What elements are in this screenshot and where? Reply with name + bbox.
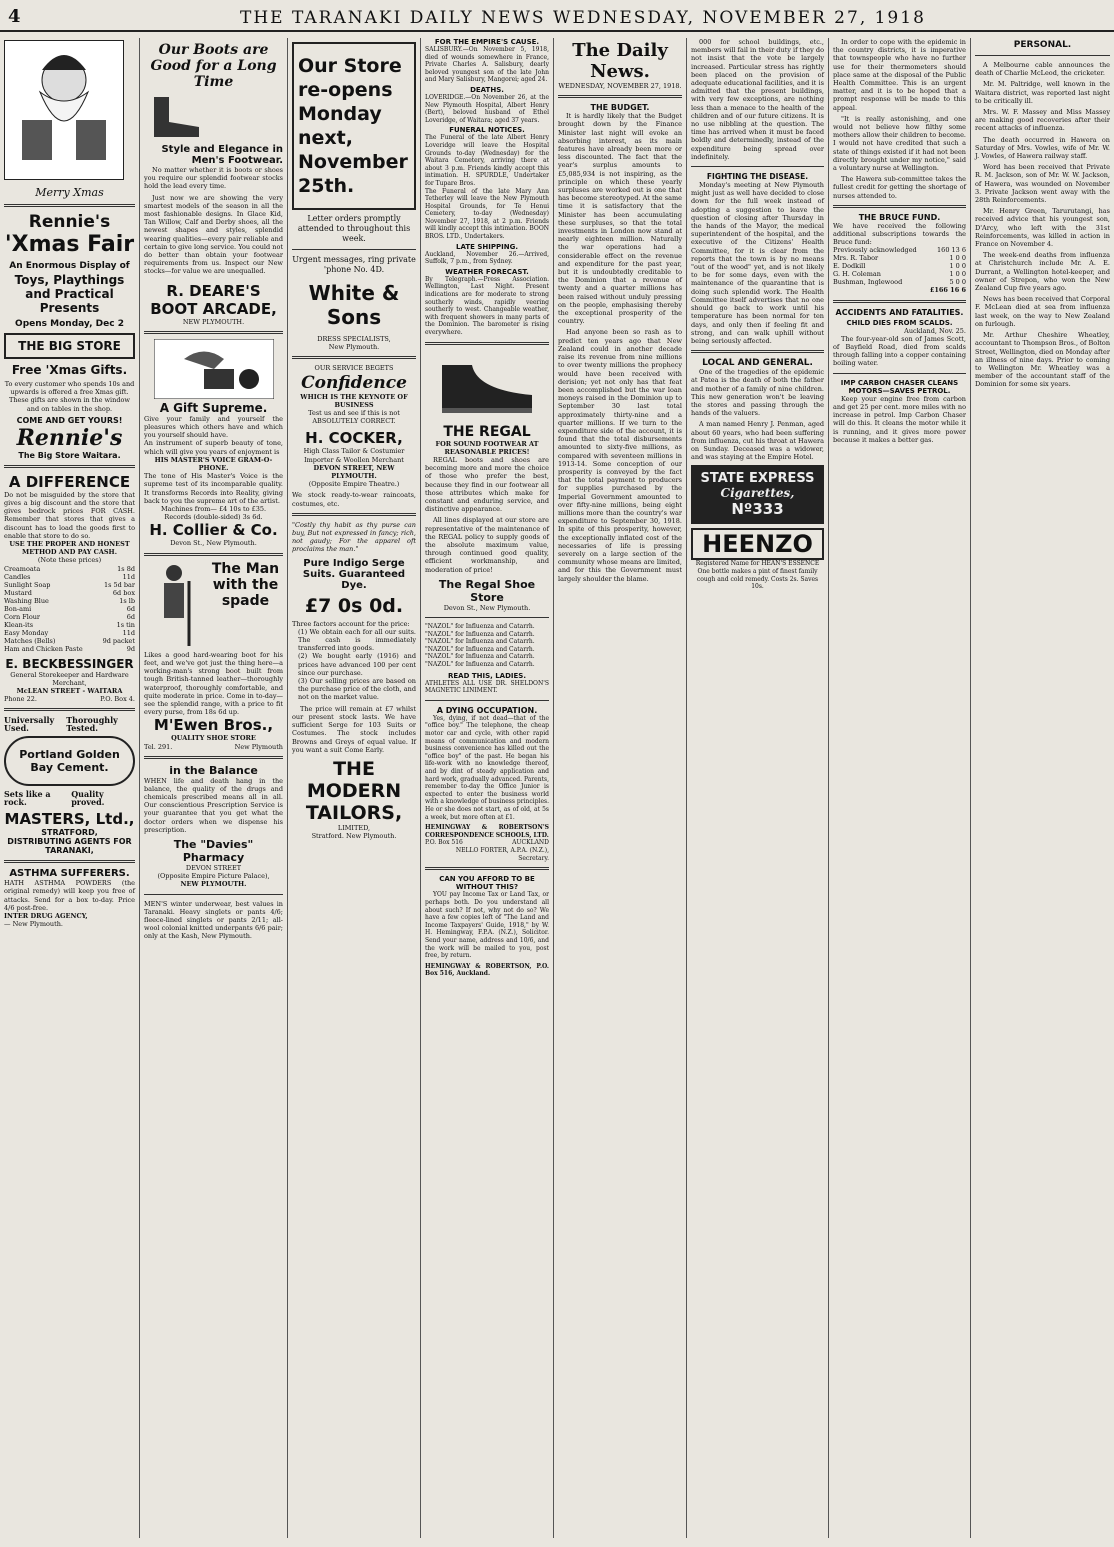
bruce-text: We have received the following additional subscriptions towards the Bruce fund: xyxy=(833,221,966,247)
tax-addr: HEMINGWAY & ROBERTSON, P.O. Box 516, Auckland. xyxy=(425,962,549,978)
bruce-name: E. Dodkill xyxy=(833,262,866,271)
keynote: WHICH IS THE KEYNOTE OF BUSINESS xyxy=(300,392,408,409)
modern-addr: Stratford. New Plymouth. xyxy=(311,832,397,841)
factors: Three factors account for the price: xyxy=(292,619,410,628)
bruce-name: Previously acknowledged xyxy=(833,246,917,255)
big-store-waitara: The Big Store Waitara. xyxy=(18,450,121,460)
price-remain: The price will remain at £7 whilst our present stock lasts. We have sufficient Serge for 103 Suits or Costumes. The stock includes Browns and Greys of equal value. If you want a suit Come Early. xyxy=(292,704,416,754)
state-express: STATE EXPRESS xyxy=(700,471,815,487)
personal-6: Mr. Henry Green, Tarurutangi, has received advice that his youngest son, D'Arcy, who left with the 31st Reinforcements, was killed in action in France on November 4. xyxy=(975,207,1110,249)
price-row xyxy=(4,565,135,573)
shoe-illustration xyxy=(432,350,542,420)
collier: H. Collier & Co. xyxy=(149,521,278,540)
letter-orders: Letter orders promptly attended to throughout this week. xyxy=(297,214,411,243)
col7-text-3: The Hawera sub-committee takes the fullest credit for getting the shortage of nurses attended to. xyxy=(833,175,966,200)
nazol-line: "NAZOL" for Influenza and Catarrh. xyxy=(425,638,535,646)
column-6 xyxy=(687,38,829,1538)
personal-7: The week-end deaths from influenza at Christchurch include Mr. A. E. Durrant, a Wellington hotel-keeper, and owner of Strepon, who won the New Zealand Cup five years ago. xyxy=(975,251,1110,293)
fighting-disease: FIGHTING THE DISEASE. xyxy=(706,172,809,182)
price-row xyxy=(4,589,135,597)
beck-addr: McLEAN STREET - WAITARA xyxy=(16,687,123,696)
quality-left: Sets like a rock. xyxy=(4,789,51,808)
deare-addr: NEW PLYMOUTH. xyxy=(182,317,245,326)
test-us: Test us and see if this is not ABSOLUTELY CORRECT. xyxy=(308,409,400,426)
price-item: Klean-its xyxy=(4,620,34,629)
white-addr: New Plymouth. xyxy=(328,343,380,352)
collier-addr: Devon St., New Plymouth. xyxy=(170,539,257,548)
price-row xyxy=(4,605,135,613)
mewen-addr: New Plymouth xyxy=(234,742,283,751)
confidence: Confidence xyxy=(301,372,407,393)
machines-price: Machines from— £4 10s to £35. xyxy=(160,505,267,514)
price-row xyxy=(4,645,135,653)
masthead: THE TARANAKI DAILY NEWS WEDNESDAY, NOVEMBER 27, 1918 xyxy=(240,8,926,28)
num-333: Nº333 xyxy=(731,500,784,519)
free-gifts-text: To every customer who spends 10s and upwards is offered a free Xmas gift. These gifts are shown in the window and on tables in the shop. xyxy=(4,380,135,413)
gramophone-illustration xyxy=(154,339,274,399)
davies-addr: DEVON STREET xyxy=(185,863,242,872)
price-item: Ham and Chicken Paste xyxy=(4,644,83,653)
local-text-2: A man named Henry J. Penman, aged about 60 years, who had been suffering from influenza, cut his throat at Hawera on Sunday. Deceased was a widower, and was staying at the Empire Hotel. xyxy=(691,420,824,462)
style-elegance: Style and Elegance in Men's Footwear. xyxy=(161,144,283,166)
bruce-amount: 1 0 0 xyxy=(949,270,966,279)
rennies-logo: Rennie's xyxy=(16,424,123,451)
mewen-bros: M'Ewen Bros., xyxy=(153,716,274,735)
funeral-notices: FUNERAL NOTICES. xyxy=(449,126,525,135)
balance-title: in the Balance xyxy=(169,763,258,777)
modern-tailors: THE MODERN TAILORS, xyxy=(305,757,403,824)
shipping-text: Auckland, November 26.—Arrived, Suffolk, 7 p.m., from Sydney. xyxy=(425,250,549,266)
white-sub: DRESS SPECIALISTS, xyxy=(317,335,391,343)
bruce-name: G. H. Coleman xyxy=(833,270,881,279)
column-8 xyxy=(971,38,1114,1538)
boot-icon xyxy=(144,92,204,142)
davies-city: NEW PLYMOUTH. xyxy=(180,880,247,889)
free-gifts: Free 'Xmas Gifts. xyxy=(11,363,128,377)
balance-text: WHEN life and death hang in the balance, the quality of the drugs and chemicals prescribed means all in all. Our conscientious Prescription Service is your guarantee that you get what the doctor orders when we dispense his prescription. xyxy=(144,776,283,834)
santa-caption: Merry Xmas xyxy=(35,186,104,199)
price-row xyxy=(4,597,135,605)
santa-illustration xyxy=(4,40,124,180)
personal-2: Mr. M. Paltridge, well known in the Waitara district, was reported last night to be critically ill. xyxy=(975,80,1110,105)
funeral-text: The Funeral of the late Albert Henry Loveridge will leave the Hospital Grounds to-day (Wednesday) for the Waitara Cemetery, arriving there at about 3 p.m. Friends kindly accept this intimation. H. SPURDLE, Undertaker for Tupare Bros. xyxy=(425,134,549,187)
column-4 xyxy=(421,38,554,1538)
hmv-text: The tone of His Master's Voice is the supreme test of its incomparable quality. It transforms Records into Reality, giving back to you the supreme art of the artist. xyxy=(144,472,283,505)
col7-text-2: "It is really astonishing, and one would not believe how filthy some mothers allow their children to become. I would not have credited that such a state of things existed if it had not been directly brought under my notice," said a voluntary nurse at Wellington. xyxy=(833,114,966,173)
price-value: 1s 5d bar xyxy=(103,580,135,589)
regal-title: THE REGAL xyxy=(443,423,531,440)
personal-3: Mrs. W. F. Massey and Miss Massey are making good recoveries after their recent attacks of influenza. xyxy=(975,108,1110,133)
price-list xyxy=(4,565,135,653)
hemingway: HEMINGWAY & ROBERTSON'S CORRESPONDENCE SCHOOLS, LTD. xyxy=(425,824,549,839)
price-item: Washing Blue xyxy=(4,596,49,605)
urgent-messages: Urgent messages, ring private 'phone No. 4D. xyxy=(292,255,416,274)
mens-underwear: MEN'S winter underwear, best values in Taranaki. Heavy singlets or pants 4/6; fleece-lined singlets or pants 2/11; all-wool colonial knitted underpants 6/6 pair; only at the Kash, New Plymouth. xyxy=(144,899,283,941)
davies-sub: (Opposite Empire Picture Palace), xyxy=(157,872,270,881)
difference-note: (Note these prices) xyxy=(37,556,102,565)
editorial-date: WEDNESDAY, NOVEMBER 27, 1918. xyxy=(558,82,682,90)
nazol-line: "NAZOL" for Influenza and Catarrh. xyxy=(425,630,535,638)
price-item: Sunlight Soap xyxy=(4,580,51,589)
beckbessinger: E. BECKBESSINGER xyxy=(5,656,134,671)
tax-title: CAN YOU AFFORD TO BE WITHOUT THIS? xyxy=(439,875,535,892)
column-5 xyxy=(554,38,687,1538)
factor-1: (1) We obtain each for all our suits. The cash is immediately transferred into goods. xyxy=(298,627,416,653)
read-ladies: READ THIS, LADIES. xyxy=(448,671,526,680)
regal-sub: FOR SOUND FOOTWEAR AT REASONABLE PRICES! xyxy=(435,439,539,456)
service-begets: OUR SERVICE BEGETS xyxy=(314,364,394,373)
personal-4: The death occurred in Hawera on Saturday of Mrs. Vowles, wife of Mr. W. J. Vowles, of Hawera railway staff. xyxy=(975,135,1110,161)
col7-text-1: In order to cope with the epidemic in the country districts, it is imperative that townspeople who have no further use for their thermometers should place same at the disposal of the Public Health Committee. This is an urgent matter, and it is to be hoped that a prompt response will be made to this appeal. xyxy=(833,38,966,112)
column-7 xyxy=(829,38,971,1538)
costly-quote: "Costly thy habit as thy purse can buy, But not expressed in fancy; rich, not gaudy; For the apparel oft proclaims the man." xyxy=(292,520,416,554)
bruce-amount: 1 0 0 xyxy=(949,254,966,263)
nello: NELLO FORTER, A.P.A. (N.Z.), Secretary. xyxy=(455,847,549,862)
column-2 xyxy=(140,38,288,1538)
price-value: 1s lb xyxy=(119,596,135,605)
weather-forecast: WEATHER FORECAST. xyxy=(445,267,529,276)
fight-text: Monday's meeting at New Plymouth might just as well have decided to close down for the full week instead of adopting a suggestion to leave the question of closing after Thursday in the hands of the Mayor, the medical superintendent of the hospital, and the executive of the Citizens' Health Committee, for it is clear from the reports that the town is by no means "out of the wood" yet, and is not likely to be for some days, even with the maintenance of the quarantine that is doing such splendid work. The Health Committee itself advertises that no one should go back to work until his temperature has been normal for ten days, and only then if feeling fit and strong, and can walk uphill without being seriously affected. xyxy=(691,181,824,345)
davies-pharmacy: The "Davies" Pharmacy xyxy=(173,837,254,864)
difference-title: A DIFFERENCE xyxy=(8,472,131,491)
nazol-line: "NAZOL" for Influenza and Catarrh. xyxy=(425,661,535,669)
price-item: Mustard xyxy=(4,588,32,597)
hem-box: P.O. Box 516 xyxy=(425,839,463,847)
factor-3: (3) Our selling prices are based on the purchase price of the cloth, and not on the market value. xyxy=(298,677,416,702)
late-shipping: LATE SHIPPING. xyxy=(456,242,518,251)
factor-2: (2) We bought early (1916) and prices have advanced 100 per cent since our purchase. xyxy=(298,652,416,677)
ad-sub-toys: Toys, Playthings and Practical Presents xyxy=(14,273,125,315)
mewen-tel: Tel. 291. xyxy=(144,742,173,751)
boots-text-2: Just now we are showing the very smartest models of the season in all the most fashionable designs. In Glace Kid, Tan Willow, Calf and Derby shoes, all the newest shapes and styles, splendid wearing qualities—every pair reliable and certain to give long service. You could not do better than obtain your footwear requirements from us. Inspect our New stocks—for value we are unequalled. xyxy=(144,193,283,276)
page-header xyxy=(0,0,1114,32)
ad-title-xmas: 'Xmas Fair xyxy=(4,232,135,257)
come-get: COME AND GET YOURS! xyxy=(16,415,123,425)
price-item: Matches (Bells) xyxy=(4,636,56,645)
price-row xyxy=(4,613,135,621)
mewen-sub: QUALITY SHOE STORE xyxy=(171,734,256,743)
man-spade-text: Likes a good hard-wearing boot for his feet, and we've got just the thing here—a working-man's strong boot built from tough British-tanned leather—thoroughly waterproof, thoroughly comfortable, and quite moderate in price. Come in to-day—see the splendid range, with a price to fit every purse, from 18s 6d up. xyxy=(144,650,283,717)
personal-9: Mr. Arthur Cheshire Wheatley, accountant to Thompson Bros., of Bolton Street, Wellington, died on Monday after an illness of nine days. Prior to coming to Wellington Mr. Wheatley was a member of the accountant staff of the Dominion for some six years. xyxy=(975,331,1110,389)
page-number: 4 xyxy=(8,6,21,27)
price-value: 6d box xyxy=(112,588,135,597)
local-text: One of the tragedies of the epidemic at Patea is the death of both the father and mother of a family of nine children. This new generation won't be leaving the stores and passing through the hands of the valuers. xyxy=(691,368,824,418)
dying-text: Yes, dying, if not dead—that of the "office boy." The telephone, the cheap motor car and cycle, with other rapid means of communication and modern business convenience has killed out the "office boy" of the past. He began his life-work with no knowledge thereof, and by dint of steady application and hard work, gradually advanced. Parents, remember to-day the Office Junior is expected to enter the business world with a knowledge of business principles. He or she does not start, as of old, at 5s a week, but more often at £1. xyxy=(425,714,549,821)
regal-addr: Devon St., New Plymouth. xyxy=(443,603,531,612)
store-reopens: Our Store re-opens Monday next, November 25th. xyxy=(292,42,416,210)
personal-title: PERSONAL. xyxy=(1013,40,1072,50)
price-row xyxy=(4,573,135,581)
ad-title: Rennie's xyxy=(28,212,111,232)
funeral-text-2: The Funeral of the late Mary Ann Tetherley will leave the New Plymouth Hospital Grounds, for Te Henui Cemetery, to-day (Wednesday) November 27, 1918, at 2 p.m. Friends will kindly accept this intimation. BOON BROS. LTD., Undertakers. xyxy=(425,187,549,241)
regal-store: The Regal Shoe Store xyxy=(438,577,536,604)
price-value: 1s tin xyxy=(116,620,135,629)
bruce-row xyxy=(833,254,966,262)
dying-occupation: A DYING OCCUPATION. xyxy=(436,705,538,715)
price-item: Corn Flour xyxy=(4,612,41,621)
deare-boot-arcade: R. DEARE'S BOOT ARCADE, xyxy=(150,281,277,318)
budget-text: It is hardly likely that the Budget brought down by the Finance Minister last night will evoke an absorbing interest, as its main features have already been more or less discounted. The fact that the year's surplus amounts to £5,085,934 is not inspiring, as the principle on which these yearly surpluses are worked out is one that has become stereotyped. At the same time it is satisfactory that the Minister has been accumulating these surpluses, so that the total investments in London now stand at nearly eighteen million. Naturally the war operations had a considerable effect on the revenue and expenditure for the past year, but it is undoubtedly creditable to the Dominion that a revenue of twenty and a quarter millions has been raised without unduly pressing on the people, emphasising thereby the exceptional prosperity of the country. xyxy=(558,112,682,326)
personal-8: News has been received that Corporal F. McLean died at sea from influenza last week, on the way to New Zealand on furlough. xyxy=(975,295,1110,328)
cocker-opp: (Opposite Empire Theatre.) xyxy=(308,480,400,489)
accidents-title: ACCIDENTS AND FATALITIES. xyxy=(835,307,964,317)
weather-text: By Telegraph.—Press Association. Wellington, Last Night. Present indications are for moderate to strong southerly winds, rapidly veering southerly to west. Changeable weather, with frequent showers in many parts of the Dominion. The barometer is rising everywhere. xyxy=(425,275,549,336)
white-sons: White & Sons xyxy=(308,281,400,329)
budget-title: THE BUDGET. xyxy=(590,103,650,113)
price-row xyxy=(4,621,135,629)
boots-text: No matter whether it is boots or shoes you require our splendid footwear stocks hold the lead every time. xyxy=(144,166,283,191)
drug-agency: INTER DRUG AGENCY, xyxy=(4,912,88,921)
asthma-title: ASTHMA SUFFERERS. xyxy=(9,868,130,880)
editorial-masthead: The Daily News. xyxy=(572,40,668,82)
quality-right: Quality proved. xyxy=(71,789,105,808)
stock-text: We stock ready-to-wear raincoats, costumes, etc. xyxy=(292,491,416,508)
empire-text: SALISBURY.—On November 5, 1918, died of wounds somewhere in France, Private Charles A. Salisbury, dearly beloved youngest son of the late John and Mary Salisbury, Mangorei; aged 24. xyxy=(425,46,549,84)
gift-text: Give your family and yourself the pleasures which others have and which you yourself should have. xyxy=(144,414,283,440)
bruce-row xyxy=(833,270,966,278)
drug-addr: — New Plymouth. xyxy=(4,920,63,929)
beck-phone: Phone 22. xyxy=(4,695,37,704)
bruce-list xyxy=(833,246,966,286)
price-item: Easy Monday xyxy=(4,628,49,637)
nazol-list xyxy=(425,623,549,669)
gift-text-2: An instrument of superb beauty of tone, which will give you years of enjoyment is xyxy=(144,439,283,456)
man-spade-title: The Man with the spade xyxy=(211,560,280,609)
price-row xyxy=(4,581,135,589)
cocker: H. COCKER, xyxy=(305,429,403,448)
beck-sub: General Storekeeper and Hardware Merchant, xyxy=(10,670,129,687)
difference-use: USE THE PROPER AND HONEST METHOD AND PAY CASH. xyxy=(9,540,130,557)
price-value: 11d xyxy=(122,628,135,637)
regal-text-2: All lines displayed at our store are representative of the maintenance of the REGAL policy to supply goods of the absolute maximum value, through continued good quality, efficient workmanship, and moderation of price! xyxy=(425,516,549,574)
price-row xyxy=(4,629,135,637)
bruce-row xyxy=(833,278,966,286)
heenzo: HEENZO xyxy=(691,528,824,560)
gift-supreme: A Gift Supreme. xyxy=(159,400,268,415)
budget-continued: 000 for school buildings, etc., members will fail in their duty if they do not insist that the vote be largely increased. Particular stress has rightly been placed on the provision of adequate educational facilities, and it is admitted that the present buildings, with very few exceptions, are nothing less than a menace to the health of the children and of our future citizens. It is no use nibbling at the question. The time has arrived when it must be faced boldly and determinedly, instead of the expenditure being spread over indefinitely. xyxy=(691,38,824,161)
price-item: Bon-ami xyxy=(4,604,32,613)
masters-ltd: MASTERS, Ltd., xyxy=(4,810,135,829)
price-item: Candles xyxy=(4,572,31,581)
price-row xyxy=(4,637,135,645)
portland-left: Universally Used. xyxy=(4,715,55,734)
empire-cause: FOR THE EMPIRE'S CAUSE. xyxy=(434,38,540,46)
nazol-line: "NAZOL" for Influenza and Catarrh. xyxy=(425,645,535,653)
masters-sub: STRATFORD, xyxy=(41,828,98,838)
cigarettes: Cigarettes, xyxy=(720,486,795,501)
bruce-row xyxy=(833,262,966,270)
price-value: 9d xyxy=(126,644,135,653)
portland-right: Thoroughly Tested. xyxy=(66,715,118,734)
price-value: 11d xyxy=(122,572,135,581)
child-scalds: CHILD DIES FROM SCALDS. xyxy=(846,318,953,327)
beck-box: P.O. Box 4. xyxy=(100,695,135,704)
tax-text: YOU pay Income Tax or Land Tax, or perhaps both. Do you understand all about such? If not, why not do so? We have a few copies left of "The Land and Income Taxpayers' Guide, 1918," by W. H. Hemingway, F.P.A. (N.Z.), Solicitor. Send your name, address and 10/6, and the work will be mailed to you, post free, by return. xyxy=(425,891,549,960)
child-text: The four-year-old son of James Scott, of Bayfield Road, died from scalds through falling into a copper containing boiling water. xyxy=(833,334,966,368)
bruce-amount: 1 0 0 xyxy=(949,262,966,271)
records-price: Records (double-sided) 3s 6d. xyxy=(164,513,263,522)
cocker-addr: DEVON STREET, NEW PLYMOUTH. xyxy=(313,463,395,481)
nazol-line: "NAZOL" for Influenza and Catarrh. xyxy=(425,623,535,631)
hmv-title: HIS MASTER'S VOICE GRAM-O-PHONE. xyxy=(154,455,273,473)
price-value: 6d xyxy=(126,612,135,621)
masters-agents: DISTRIBUTING AGENTS FOR TARANAKI, xyxy=(7,837,132,856)
opens-date: Opens Monday, Dec 2 xyxy=(15,319,124,329)
regal-text: REGAL boots and shoes are becoming more and more the choice of those who prefer the best, because they find in our footwear all those attributes which make for constant and enduring service, and distinctive appearance. xyxy=(425,456,549,514)
personal-5: Word has been received that Private R. M. Jackson, son of Mr. W. W. Jackson, of Hawera, was wounded on November 3. Private Jackson went away with the 28th Reinforcements. xyxy=(975,163,1110,205)
price-value: 9d packet xyxy=(102,636,135,645)
heenzo-text: One bottle makes a pint of finest family cough and cold remedy. Costs 2s. Saves 10s. xyxy=(696,567,819,591)
deaths: DEATHS. xyxy=(470,85,504,94)
read-text: ATHLETES ALL USE DR. SHELDON'S MAGNETIC LINIMENT. xyxy=(425,679,549,695)
spade-man-illustration xyxy=(144,561,204,651)
local-general: LOCAL AND GENERAL. xyxy=(702,358,813,369)
budget-text-2: Had anyone been so rash as to predict ten years ago that New Zealand could in another decade raise its revenue from nine millions to over twenty millions the prophecy would have been received with derision; yet not only has that feat been accomplished but the war loan moneys raised in the Dominion up to September 30 last total approximately thirty-nine and a quarter millions. If we turn to the expenditure side of the account, it is found that the total disbursements amounted to sixty-five millions, as compared with seventeen millions in 1913-14. Some conception of our prosperity is conveyed by the fact that the total payment to producers for supplies purchased by the Imperial Government amounted to over fifty-nine millions, being eight millions more than the country's war expenditure to September 30, 1918. In spite of this prosperity, however, the exceptionally inflated cost of the necessaries of life is pressing severely on a large section of the community whose means are limited, and for this the Government must largely shoulder the blame. xyxy=(558,328,682,583)
price-item: Creamoata xyxy=(4,564,41,573)
difference-text: Do not be misguided by the store that gives a big discount and the store that gives bedrock prices FOR CASH. Remember that stores that gives a discount has to load the goods first to enable that store to do so. xyxy=(4,490,135,540)
bruce-total: £166 16 6 xyxy=(929,286,966,295)
column-1 xyxy=(0,38,140,1538)
column-3 xyxy=(288,38,421,1538)
price-value: 6d xyxy=(126,604,135,613)
bruce-fund: THE BRUCE FUND. xyxy=(858,212,941,222)
bruce-amount: 5 0 0 xyxy=(949,278,966,287)
personal-1: A Melbourne cable announces the death of Charlie McLeod, the cricketer. xyxy=(975,61,1110,78)
price-value: 1s 8d xyxy=(117,564,135,573)
modern-sub: LIMITED, xyxy=(337,823,371,832)
state-express-ad xyxy=(691,465,824,524)
child-loc: Auckland, Nov. 25. xyxy=(904,326,966,335)
imp-text: Keep your engine free from carbon and get 25 per cent. more miles with no increase in petrol. Imp Carbon Chaser will do this. It cleans the motor while it is running, and it gives more power because it makes a better gas. xyxy=(833,394,966,444)
bruce-name: Bushman, Inglewood xyxy=(833,278,903,287)
deaths-text: LOVERIDGE.—On November 26, at the New Plymouth Hospital, Albert Henry (Bert), beloved husband of Ethel Loveridge, of Waitara; aged 37 years. xyxy=(425,93,549,124)
hem-city: AUCKLAND xyxy=(512,839,549,847)
cocker-sub: High Class Tailor & Costumier Importer & Woollen Merchant xyxy=(303,447,405,464)
portland-cement: Portland Golden Bay Cement. xyxy=(4,736,135,786)
boots-title: Our Boots are Good for a Long Time xyxy=(150,42,277,90)
nazol-line: "NAZOL" for Influenza and Catarrh. xyxy=(425,653,535,661)
big-store-logo: THE BIG STORE xyxy=(4,333,135,359)
pure-serge: Pure Indigo Serge Suits. Guaranteed Dye. xyxy=(302,557,406,591)
suit-price: £7 0s 0d. xyxy=(304,594,404,617)
asthma-text: HATH ASTHMA POWDERS (the original remedy) will keep you free of attacks. Send for a box to-day. Price 4/6 post-free. xyxy=(4,879,135,912)
imp-carbon: IMP CARBON CHASER CLEANS MOTORS—SAVES PETROL. xyxy=(840,378,959,395)
bruce-row xyxy=(833,246,966,254)
bruce-amount: 160 13 6 xyxy=(937,246,966,255)
ad-sub: An Enormous Display of xyxy=(9,261,130,271)
bruce-name: Mrs. R. Tabor xyxy=(833,254,879,263)
heenzo-sub: Registered Name for HEAN'S ESSENCE xyxy=(695,560,820,568)
